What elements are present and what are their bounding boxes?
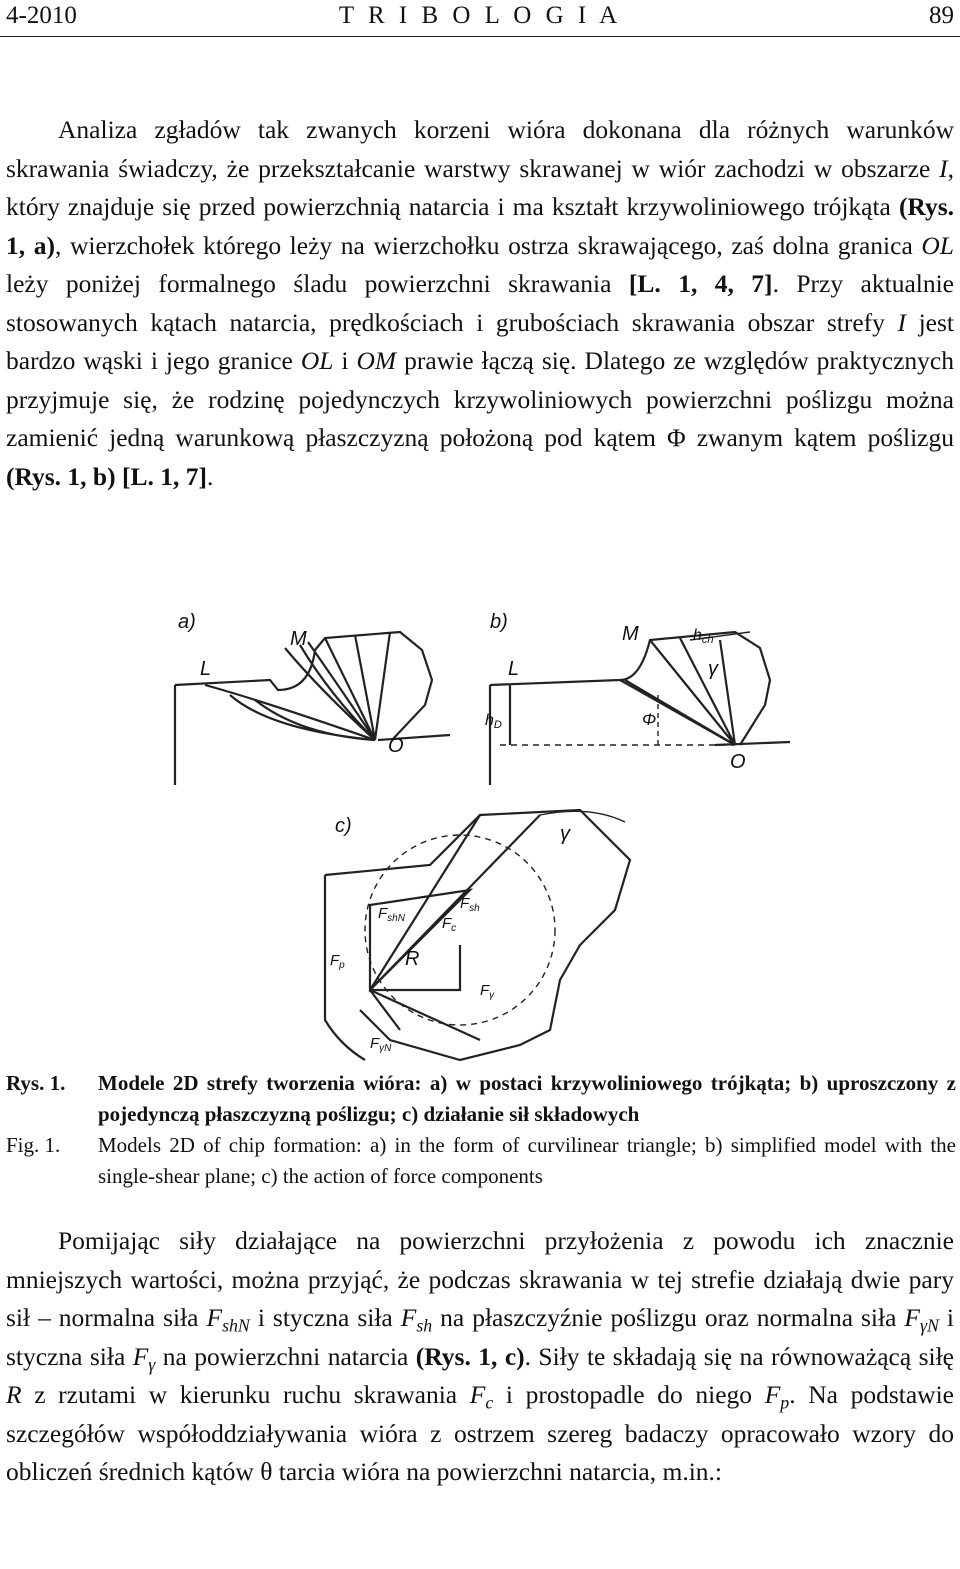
- running-header: [0, 0, 960, 37]
- label-Fc: $F_c$: [442, 915, 457, 934]
- label-phi: Φ: [642, 710, 657, 729]
- label-hD: hD: [485, 712, 502, 731]
- label-L-b: L: [508, 658, 520, 680]
- text-run: . Na podstawie szczegółów współoddziaływania wióra z ostrzem szereg badaczy opracowało wzory do obliczeń średnich kątów θ tarcia wióra na powierzchni natarcia, m.in.:: [6, 1380, 954, 1486]
- text-run: i prostopadle do niego: [493, 1380, 765, 1409]
- label-gamma-c: γ: [560, 823, 570, 845]
- label-O-b: O: [730, 751, 746, 773]
- panel-a-diagram: [175, 632, 450, 785]
- caption-label: Rys. 1.: [6, 1071, 66, 1095]
- symbol-boundary: OL: [921, 230, 954, 260]
- panel-a-label: a): [178, 611, 196, 633]
- symbol-force: $F_c$: [469, 1380, 494, 1413]
- panel-c-diagram: [325, 810, 630, 1060]
- symbol-zone: I: [939, 153, 948, 183]
- label-Fgamma: $F_\gamma$: [480, 982, 495, 1001]
- text-run: i: [333, 346, 357, 375]
- text-run: , który znajduje się przed powierzchnią natarcia i ma kształt krzywoliniowego trójkąta: [6, 153, 954, 221]
- label-L: L: [200, 658, 212, 680]
- text-run: na powierzchni natarcia: [155, 1341, 416, 1371]
- symbol-boundary: OM: [356, 346, 397, 375]
- text-run: , wierzchołek którego leży na wierzchołku ostrza skrawającego, zaś dolna granica: [54, 230, 922, 260]
- caption-text: Models 2D of chip formation: a) in the form of curvilinear triangle; b) simplified model with the single-shear plane; c) the action of force components: [98, 1133, 956, 1188]
- symbol-force: $F_{shN}$: [206, 1303, 250, 1336]
- symbol-force: $F_\gamma$: [132, 1341, 156, 1374]
- figure-reference: (Rys. 1, a): [6, 192, 954, 260]
- label-FshN: $F_{shN}$: [378, 905, 405, 924]
- text-run: z rzutami w kierunku ruchu skrawania: [21, 1380, 470, 1409]
- panel-b-label: b): [490, 611, 508, 633]
- symbol-force: $F_{sh}$: [400, 1303, 433, 1336]
- reaction-forces-c: [370, 990, 480, 1040]
- label-M-b: M: [622, 623, 639, 645]
- caption-label: Fig. 1.: [6, 1133, 61, 1157]
- text-run: . Przy aktualnie stosowanych kątach natarcia, prędkościach i grubościach skrawania obszar strefy: [6, 269, 955, 337]
- panel-c-label: c): [335, 815, 352, 837]
- label-FgN: $F_{\gamma N}$: [370, 1035, 392, 1054]
- text-run: jest bardzo wąski i jego granice: [6, 307, 954, 375]
- text-run: i styczna siła: [249, 1303, 401, 1332]
- figure-reference: (Rys. 1, c): [415, 1341, 525, 1371]
- merchant-circle: [365, 835, 555, 1025]
- text-run: . Siły te składają się na równoważącą siłę: [524, 1341, 954, 1371]
- symbol-force: $F_p$: [764, 1380, 790, 1413]
- surface-line-b: [715, 742, 790, 745]
- chip-formation-figure: [160, 600, 800, 1065]
- figure-caption-polish: [6, 1068, 956, 1130]
- symbol-boundary: OL: [300, 346, 334, 375]
- symbol-resultant: R: [6, 1380, 22, 1409]
- text-run: Analiza zgładów tak zwanych korzeni wióra dokonana dla różnych warunków skrawania świadczy, że przekształcanie warstwy skrawanej w wiór zachodzi w obszarze: [6, 115, 954, 183]
- paragraph-forces: [6, 1222, 954, 1492]
- literature-reference: [L. 1, 4, 7]: [628, 269, 773, 298]
- label-Fsh: $F_{sh}$: [460, 895, 480, 914]
- text-run: prawie łączą się. Dlatego ze względów praktycznych przyjmuje się, że rodzinę pojedynczych krzywoliniowych powierzchni poślizgu można zamienić jedną warunkową płaszczyzną położoną pod kątem Φ zwanym kątem poślizgu: [6, 346, 954, 452]
- figure-caption-english: [6, 1130, 956, 1192]
- issue-number: 4-2010: [6, 2, 77, 29]
- label-O: O: [388, 735, 404, 757]
- page-number: 89: [929, 2, 954, 29]
- label-M: M: [290, 628, 307, 650]
- label-hch: hch: [693, 627, 714, 646]
- text-run: .: [206, 461, 214, 491]
- paragraph-intro: [6, 111, 954, 496]
- label-R: R: [405, 948, 420, 970]
- text-run: Pomijając siły działające na powierzchni przyłożenia z powodu ich znacznie mniejszych wartości, można przyjąć, że podczas skrawania w tej strefie działają dwie pary sił – normalna siła: [6, 1226, 954, 1332]
- shear-lines-b: [620, 638, 735, 745]
- symbol-zone: I: [897, 307, 906, 337]
- text-run: i styczna siła: [6, 1303, 954, 1371]
- figure-reference: (Rys. 1, b) [L. 1, 7]: [6, 461, 207, 491]
- label-Fp: $F_p$: [330, 952, 345, 971]
- text-run: leży poniżej formalnego śladu powierzchni skrawania: [6, 269, 629, 298]
- journal-title: T R I B O L O G I A: [338, 2, 622, 29]
- caption-text: Modele 2D strefy tworzenia wióra: a) w postaci krzywoliniowego trójkąta; b) uproszczony z pojedynczą płaszczyzną poślizgu; c) działanie sił składowych: [98, 1071, 956, 1126]
- label-gamma-b: γ: [708, 658, 718, 680]
- symbol-force: $F_{\gamma N}$: [904, 1303, 939, 1336]
- text-run: na płaszczyźnie poślizgu oraz normalna siła: [432, 1303, 905, 1332]
